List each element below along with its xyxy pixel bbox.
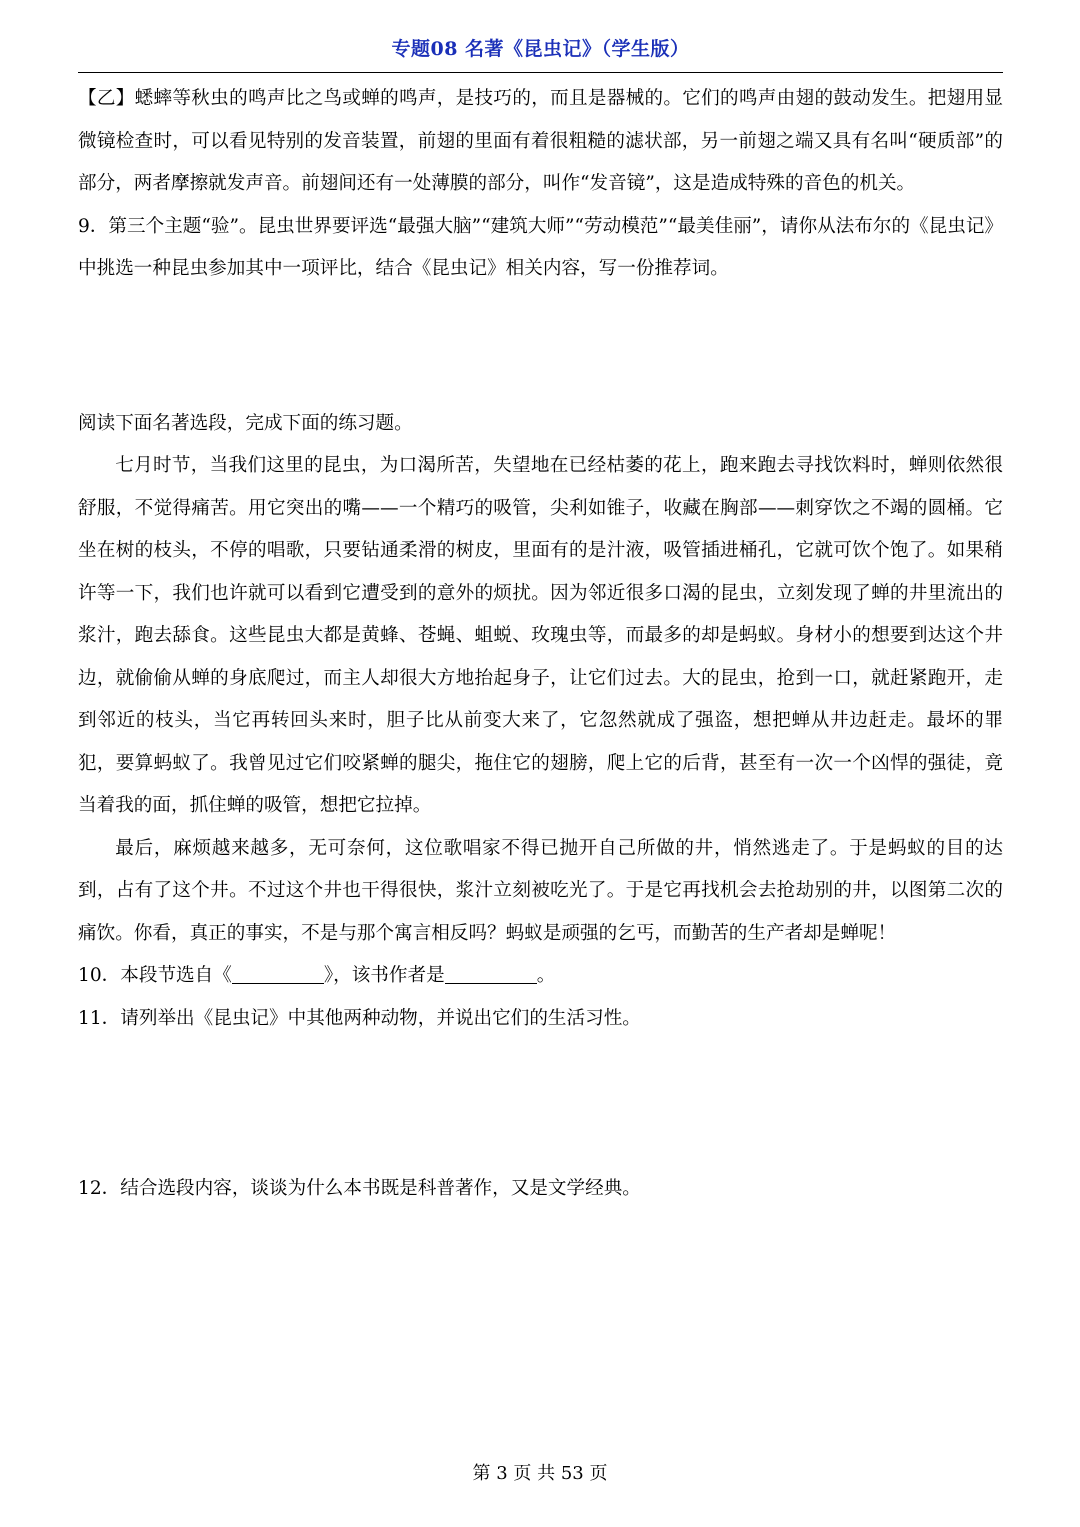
passage-paragraph-1: 七月时节，当我们这里的昆虫，为口渴所苦，失望地在已经枯萎的花上，跑来跑去寻找饮料时，蝉则依然很舒服，不觉得痛苦。用它突出的嘴——一个精巧的吸管，尖利如锥子，收藏在胸部——刺穿饮之不竭的圆桶。它坐在树的枝头，不停的唱歌，只要钻通柔滑的树皮，里面有的是汁液，吸管插进桶孔，它就可饮个饱了。如果稍许等一下，我们也许就可以看到它遭受到的意外的烦扰。因为邻近很多口渴的昆虫，立刻发现了蝉的井里流出的浆汁，跑去舔食。这些昆虫大都是黄蜂、苍蝇、蛆蜕、玫瑰虫等，而最多的却是蚂蚁。身材小的想要到达这个井边，就偷偷从蝉的身底爬过，而主人却很大方地抬起身子，让它们过去。大的昆虫，抢到一口，就赶紧跑开，走到邻近的枝头，当它再转回头来时，胆子比从前变大来了，它忽然就成了强盗，想把蝉从井边赶走。最坏的罪犯，要算蚂蚁了。我曾见过它们咬紧蝉的腿尖，拖住它的翅膀，爬上它的后背，甚至有一次一个凶悍的强徒，竟当着我的面，抓住蝉的吸管，想把它拉掉。 [78,455,1003,816]
answer-space-9 [78,291,1003,403]
page-footer [0,1459,1080,1485]
passage-yi: 【乙】蟋蟀等秋虫的鸣声比之鸟或蝉的鸣声，是技巧的，而且是器械的。它们的鸣声由翅的鼓动发生。把翅用显微镜检查时，可以看见特别的发音装置，前翅的里面有着很粗糙的滤状部，另一前翅之端又具有名叫“硬质部”的部分，两者摩擦就发声音。前翅间还有一处薄膜的部分，叫作“发音镜”，这是造成特殊的音色的机关。 [78,88,1003,194]
document-body [78,78,1003,1211]
passage-paragraph-2: 最后，麻烦越来越多，无可奈何，这位歌唱家不得已抛开自己所做的井，悄然逃走了。于是蚂蚁的目的达到，占有了这个井。不过这个井也干得很快，浆汁立刻被吃光了。于是它再找机会去抢劫别的井，以图第二次的痛饮。你看，真正的事实，不是与那个寓言相反吗？蚂蚁是顽强的乞丐，而勤苦的生产者却是蝉呢！ [78,837,1003,944]
answer-space-11 [78,1040,1003,1168]
question-10 [78,955,1003,998]
question-9: 9．第三个主题“验”。昆虫世界要评选“最强大脑”“建筑大师”“劳动模范”“最美佳丽”，请你从法布尔的《昆虫记》中挑选一种昆虫参加其中一项评比，结合《昆虫记》相关内容，写一份推荐词。 [78,215,1004,279]
question-10-prefix: 10．本段节选自《 [78,965,232,986]
page-title: 专题08 名著《昆虫记》（学生版） [391,38,690,60]
page-header [78,28,1003,73]
book-title-blank[interactable] [232,961,324,984]
question-12: 12．结合选段内容，谈谈为什么本书既是科普著作，又是文学经典。 [78,1178,641,1199]
question-11: 11．请列举出《昆虫记》中其他两种动物，并说出它们的生活习性。 [78,1007,641,1029]
reading-intro: 阅读下面名著选段，完成下面的练习题。 [78,412,413,434]
page-number: 第 3 页 共 53 页 [472,1463,608,1484]
question-10-middle: 》，该书作者是 [323,965,445,986]
question-10-suffix: 。 [536,965,556,986]
author-blank[interactable] [445,961,537,984]
